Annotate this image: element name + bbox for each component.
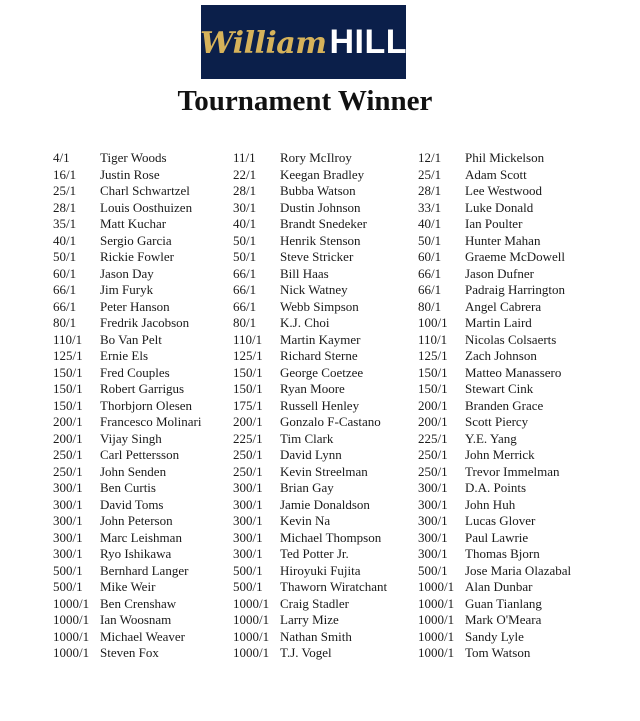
odds-entry [53,480,233,497]
player-name: Martin Laird [465,315,532,330]
odds-entry [233,464,418,481]
william-hill-logo [201,5,406,79]
odds-value: 28/1 [53,199,77,215]
odds-entry [53,299,233,316]
odds-value: 250/1 [53,463,83,479]
player-name: Martin Kaymer [280,331,361,347]
player-name: Alan Dunbar [465,579,533,594]
odds-entry [53,348,233,365]
odds-entry [233,167,418,184]
player-name: Ryo Ishikawa [100,546,172,561]
player-name: David Lynn [280,447,342,462]
odds-value: 66/1 [53,298,77,314]
odds-value: 500/1 [53,579,83,594]
player-name: Charl Schwartzel [100,183,190,198]
odds-entry [418,282,618,299]
player-name: Larry Mize [280,612,339,627]
player-name: Tim Clark [280,430,334,446]
odds-value: 250/1 [53,447,83,462]
odds-value: 1000/1 [233,645,270,660]
odds-entry [233,348,418,365]
player-name: Steven Fox [100,645,159,660]
odds-value: 125/1 [53,348,83,363]
odds-entry [233,546,418,563]
player-name: Fred Couples [100,364,170,380]
odds-entry [418,332,618,349]
odds-entry [53,249,233,266]
player-name: Henrik Stenson [280,232,361,248]
odds-value: 250/1 [418,463,448,479]
odds-value: 30/1 [233,199,257,215]
odds-entry [233,530,418,547]
odds-value: 150/1 [418,381,448,396]
player-name: Brian Gay [280,480,334,495]
player-name: Stewart Cink [465,381,534,396]
odds-entry [418,414,618,431]
player-name: Dustin Johnson [280,199,361,215]
odds-value: 150/1 [418,364,448,380]
odds-value: 50/1 [53,249,77,264]
odds-value: 125/1 [418,348,448,363]
player-name: Jim Furyk [100,282,154,297]
odds-entry [418,200,618,217]
player-name: Francesco Molinari [100,414,202,429]
odds-entry [418,563,618,580]
player-name: Ian Poulter [465,216,523,231]
odds-value: 300/1 [233,480,263,495]
odds-entry [418,513,618,530]
odds-value: 250/1 [233,447,263,462]
odds-value: 1000/1 [418,628,455,644]
player-name: Carl Pettersson [100,447,180,462]
player-name: Rory McIlroy [280,150,352,165]
odds-entry [233,282,418,299]
player-name: Matteo Manassero [465,364,562,380]
player-name: Sandy Lyle [465,628,524,644]
page-title: Tournament Winner [177,85,433,117]
odds-value: 300/1 [53,513,83,528]
logo-script-text: William [200,25,327,61]
player-name: Zach Johnson [465,348,537,363]
player-name: Rickie Fowler [100,249,175,264]
odds-entry [233,233,418,250]
player-name: Robert Garrigus [100,381,185,396]
odds-value: 60/1 [53,265,77,281]
player-name: Hiroyuki Fujita [280,562,361,578]
odds-entry [53,546,233,563]
odds-value: 300/1 [53,546,83,561]
odds-value: 300/1 [233,529,263,545]
odds-entry [233,497,418,514]
odds-entry [53,513,233,530]
odds-value: 200/1 [53,430,83,446]
player-name: Lucas Glover [465,513,536,528]
odds-entry [418,579,618,596]
odds-entry [233,431,418,448]
player-name: Gonzalo F-Castano [280,414,381,429]
odds-value: 40/1 [53,232,77,248]
odds-entry [233,414,418,431]
player-name: Branden Grace [465,397,544,413]
odds-entry [53,398,233,415]
player-name: John Merrick [465,447,535,462]
player-name: Thaworn Wiratchant [280,579,388,594]
odds-entry [233,216,418,233]
odds-value: 1000/1 [418,595,455,611]
odds-entry [53,447,233,464]
odds-value: 1000/1 [53,628,90,644]
odds-value: 35/1 [53,216,77,231]
odds-value: 200/1 [418,397,448,413]
odds-value: 50/1 [418,232,442,248]
player-name: Justin Rose [100,166,160,182]
odds-entry [53,282,233,299]
odds-value: 25/1 [53,183,77,198]
player-name: Jamie Donaldson [280,496,370,512]
odds-value: 28/1 [233,183,257,198]
odds-entry [53,645,233,662]
player-name: Matt Kuchar [100,216,167,231]
player-name: Tom Watson [465,645,531,660]
odds-entry [233,579,418,596]
player-name: Vijay Singh [100,430,162,446]
player-name: Kevin Na [280,513,331,528]
odds-value: 1000/1 [418,579,455,594]
odds-value: 300/1 [418,496,448,512]
odds-value: 66/1 [233,298,257,314]
odds-value: 225/1 [233,430,263,446]
player-name: Bill Haas [280,265,329,281]
odds-value: 150/1 [53,381,83,396]
odds-entry [53,612,233,629]
odds-column-2 [233,150,418,662]
odds-entry [418,266,618,283]
player-name: Nathan Smith [280,628,352,644]
player-name: Ben Crenshaw [100,595,177,611]
odds-value: 500/1 [418,562,448,578]
odds-entry [53,332,233,349]
odds-entry [233,629,418,646]
player-name: Webb Simpson [280,298,359,314]
odds-value: 28/1 [418,183,442,198]
odds-value: 33/1 [418,199,442,215]
player-name: David Toms [100,496,164,512]
odds-entry [233,200,418,217]
odds-value: 150/1 [53,364,83,380]
odds-entry [53,216,233,233]
odds-value: 150/1 [53,397,83,413]
odds-value: 1000/1 [233,612,270,627]
odds-entry [418,299,618,316]
odds-entry [418,167,618,184]
odds-entry [53,315,233,332]
odds-entry [418,381,618,398]
odds-value: 300/1 [233,513,263,528]
odds-value: 300/1 [418,513,448,528]
odds-value: 40/1 [418,216,442,231]
odds-value: 225/1 [418,430,448,446]
player-name: Trevor Immelman [465,463,560,479]
player-name: Paul Lawrie [465,529,529,545]
odds-entry [53,167,233,184]
odds-value: 250/1 [418,447,448,462]
player-name: Ben Curtis [100,480,156,495]
player-name: K.J. Choi [280,315,330,330]
odds-entry [233,513,418,530]
player-name: D.A. Points [465,480,527,495]
player-name: Russell Henley [280,397,360,413]
player-name: Bernhard Langer [100,562,189,578]
odds-value: 110/1 [233,331,263,347]
player-name: Y.E. Yang [465,430,517,446]
player-name: Kevin Streelman [280,463,368,479]
player-name: Jason Dufner [465,265,534,281]
odds-column-1 [53,150,233,662]
player-name: Steve Stricker [280,249,354,264]
odds-value: 40/1 [233,216,257,231]
odds-entry [233,645,418,662]
player-name: Michael Weaver [100,628,185,644]
odds-entry [233,563,418,580]
player-name: Luke Donald [465,199,534,215]
odds-entry [418,530,618,547]
odds-value: 150/1 [233,364,263,380]
player-name: John Huh [465,496,516,512]
odds-value: 12/1 [418,150,442,165]
player-name: Nicolas Colsaerts [465,331,557,347]
odds-entry [233,596,418,613]
odds-value: 500/1 [233,579,263,594]
odds-entry [53,414,233,431]
player-name: Thomas Bjorn [465,546,540,561]
odds-value: 80/1 [418,298,442,314]
player-name: Jason Day [100,265,154,281]
odds-value: 22/1 [233,166,257,182]
odds-entry [233,381,418,398]
odds-entry [418,150,618,167]
odds-value: 50/1 [233,249,257,264]
odds-value: 500/1 [233,562,263,578]
odds-entry [418,183,618,200]
odds-entry [418,612,618,629]
odds-value: 1000/1 [53,612,90,627]
player-name: Bo Van Pelt [100,331,162,347]
odds-value: 300/1 [233,546,263,561]
odds-value: 1000/1 [233,628,270,644]
odds-entry [53,381,233,398]
odds-entry [418,398,618,415]
odds-entry [418,233,618,250]
odds-entry [53,530,233,547]
player-name: George Coetzee [280,364,364,380]
odds-value: 300/1 [53,529,83,545]
player-name: Scott Piercy [465,414,529,429]
player-name: Tiger Woods [100,150,167,165]
player-name: Craig Stadler [280,595,349,611]
odds-entry [53,200,233,217]
odds-entry [233,332,418,349]
odds-value: 300/1 [418,546,448,561]
odds-entry [418,645,618,662]
odds-entry [53,183,233,200]
player-name: Hunter Mahan [465,232,541,248]
odds-entry [418,447,618,464]
player-name: John Senden [100,463,167,479]
odds-value: 200/1 [418,414,448,429]
odds-entry [418,365,618,382]
odds-entry [418,546,618,563]
odds-entry [418,629,618,646]
player-name: Ernie Els [100,348,149,363]
odds-value: 50/1 [233,232,257,248]
player-name: Ted Potter Jr. [280,546,349,561]
odds-value: 1000/1 [418,612,455,627]
odds-entry [418,431,618,448]
odds-entry [418,464,618,481]
odds-value: 4/1 [53,150,70,165]
player-name: Phil Mickelson [465,150,545,165]
odds-entry [418,596,618,613]
odds-entry [233,365,418,382]
odds-entry [53,629,233,646]
player-name: Keegan Bradley [280,166,365,182]
odds-entry [418,348,618,365]
odds-entry [233,150,418,167]
odds-entry [418,315,618,332]
player-name: Louis Oosthuizen [100,199,193,215]
odds-value: 1000/1 [233,595,270,611]
player-name: Peter Hanson [100,298,170,314]
player-name: Mark O'Meara [465,612,542,627]
odds-entry [233,447,418,464]
odds-entry [233,183,418,200]
odds-value: 110/1 [418,331,448,347]
odds-value: 1000/1 [53,595,90,611]
odds-value: 300/1 [53,496,83,512]
odds-value: 66/1 [233,265,257,281]
odds-entry [53,596,233,613]
odds-entry [418,480,618,497]
odds-entry [53,497,233,514]
odds-entry [53,579,233,596]
odds-entry [418,497,618,514]
odds-value: 300/1 [53,480,83,495]
odds-value: 16/1 [53,166,77,182]
player-name: Adam Scott [465,166,527,182]
player-name: Lee Westwood [465,183,543,198]
odds-value: 80/1 [233,315,257,330]
odds-entry [53,563,233,580]
odds-value: 300/1 [418,529,448,545]
player-name: Angel Cabrera [465,298,542,314]
player-name: Marc Leishman [100,529,182,545]
player-name: Richard Sterne [280,348,358,363]
player-name: Mike Weir [100,579,156,594]
odds-value: 60/1 [418,249,442,264]
player-name: Michael Thompson [280,529,382,545]
odds-entry [233,612,418,629]
odds-value: 500/1 [53,562,83,578]
odds-value: 200/1 [233,414,263,429]
odds-entry [53,365,233,382]
odds-entry [418,249,618,266]
odds-value: 1000/1 [418,645,455,660]
player-name: Guan Tianlang [465,595,542,611]
odds-entry [53,431,233,448]
player-name: Fredrik Jacobson [100,315,190,330]
odds-entry [53,266,233,283]
odds-value: 300/1 [418,480,448,495]
odds-value: 66/1 [418,282,442,297]
odds-entry [233,480,418,497]
odds-entry [233,398,418,415]
odds-value: 66/1 [418,265,442,281]
odds-value: 300/1 [233,496,263,512]
odds-value: 175/1 [233,397,263,413]
odds-entry [418,216,618,233]
player-name: Bubba Watson [280,183,356,198]
odds-value: 25/1 [418,166,442,182]
player-name: Brandt Snedeker [280,216,368,231]
odds-entry [53,464,233,481]
player-name: Nick Watney [280,282,348,297]
odds-entry [233,299,418,316]
player-name: Graeme McDowell [465,249,565,264]
odds-value: 110/1 [53,331,83,347]
odds-value: 80/1 [53,315,77,330]
player-name: John Peterson [100,513,173,528]
odds-value: 125/1 [233,348,263,363]
odds-value: 1000/1 [53,645,90,660]
odds-value: 200/1 [53,414,83,429]
odds-entry [233,315,418,332]
odds-column-3 [418,150,618,662]
odds-value: 100/1 [418,315,448,330]
player-name: Ryan Moore [280,381,345,396]
odds-value: 150/1 [233,381,263,396]
player-name: T.J. Vogel [280,645,332,660]
player-name: Jose Maria Olazabal [465,562,572,578]
logo-bold-text: HILL [329,22,407,61]
odds-value: 11/1 [233,150,256,165]
odds-entry [233,266,418,283]
odds-entry [53,233,233,250]
player-name: Padraig Harrington [465,282,566,297]
player-name: Ian Woosnam [100,612,172,627]
player-name: Thorbjorn Olesen [100,397,193,413]
odds-value: 66/1 [233,282,257,297]
odds-entry [233,249,418,266]
player-name: Sergio Garcia [100,232,172,248]
odds-value: 66/1 [53,282,77,297]
odds-value: 250/1 [233,463,263,479]
odds-entry [53,150,233,167]
